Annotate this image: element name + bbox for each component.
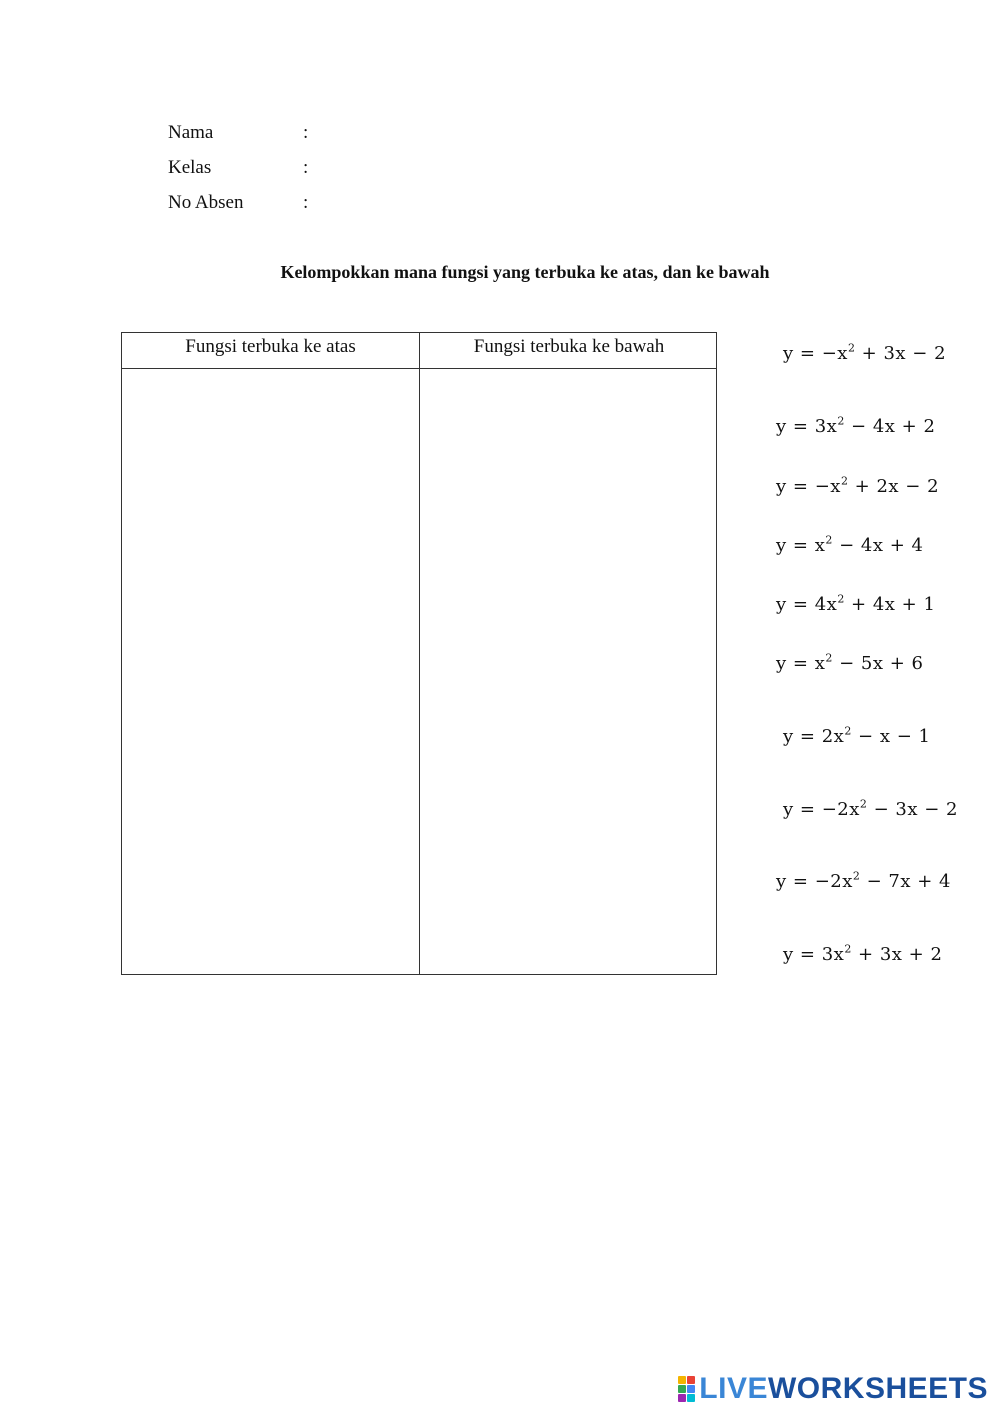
equation-card[interactable] <box>776 535 923 556</box>
equation-exponent: 2 <box>825 533 833 547</box>
equation-lead: y = 3x <box>776 416 838 437</box>
equation-exponent: 2 <box>837 592 845 606</box>
logo-square <box>687 1376 695 1384</box>
instruction-heading: Kelompokkan mana fungsi yang terbuka ke atas, dan ke bawah <box>280 262 770 282</box>
drop-zone-opens-down[interactable] <box>420 369 716 974</box>
logo-square <box>678 1385 686 1393</box>
equation-card[interactable] <box>776 594 935 615</box>
equation-card[interactable] <box>776 871 951 892</box>
equation-tail: − 3x − 2 <box>867 799 958 820</box>
equation-tail: − 7x + 4 <box>860 871 951 892</box>
equation-tail: + 4x + 1 <box>844 594 936 615</box>
equation-tail: − 5x + 6 <box>832 653 924 674</box>
name-label: Nama <box>168 122 214 143</box>
equation-tail: − 4x + 4 <box>832 535 924 556</box>
logo-text-worksheets: WORKSHEETS <box>767 1372 988 1405</box>
equation-exponent: 2 <box>840 474 849 488</box>
equation-exponent: 2 <box>825 651 833 665</box>
equation-exponent: 2 <box>837 414 845 428</box>
equation-card[interactable] <box>783 726 930 747</box>
sorting-table <box>121 332 717 975</box>
equation-card[interactable] <box>776 476 939 497</box>
equation-lead: y = 4x <box>776 594 838 615</box>
equation-tail: + 2x − 2 <box>848 476 940 497</box>
equation-card[interactable] <box>783 799 958 820</box>
equation-lead: y = x <box>776 653 826 674</box>
class-row <box>168 157 308 179</box>
equation-card[interactable] <box>783 343 946 364</box>
equation-lead: y = −x <box>776 476 841 497</box>
logo-square <box>687 1394 695 1402</box>
equation-exponent: 2 <box>844 724 852 738</box>
equation-exponent: 2 <box>847 341 856 355</box>
equation-lead: y = x <box>776 535 826 556</box>
equation-card[interactable] <box>776 653 923 674</box>
equation-lead: y = 2x <box>783 726 845 747</box>
equation-exponent: 2 <box>859 797 868 811</box>
equation-tail: + 3x + 2 <box>851 944 943 965</box>
class-label: Kelas <box>168 157 212 178</box>
name-separator: : <box>303 122 309 143</box>
equation-exponent: 2 <box>852 869 861 883</box>
equation-tail: − 4x + 2 <box>844 416 936 437</box>
equation-card[interactable] <box>776 416 935 437</box>
equation-lead: y = −2x <box>776 871 853 892</box>
number-separator: : <box>303 192 309 213</box>
equation-tail: − x − 1 <box>851 726 931 747</box>
equation-lead: y = −2x <box>783 799 860 820</box>
equation-exponent: 2 <box>844 942 852 956</box>
column-header-up: Fungsi terbuka ke atas <box>185 336 356 357</box>
liveworksheets-logo <box>678 1372 988 1406</box>
equation-tail: + 3x − 2 <box>855 343 947 364</box>
logo-square <box>678 1376 686 1384</box>
column-header-down: Fungsi terbuka ke bawah <box>473 336 665 357</box>
drop-zone-opens-up[interactable] <box>122 369 419 974</box>
logo-text-live: LIVE <box>699 1372 768 1405</box>
number-row <box>168 192 308 214</box>
class-separator: : <box>303 157 309 178</box>
equation-lead: y = −x <box>783 343 848 364</box>
equation-card[interactable] <box>783 944 942 965</box>
equation-lead: y = 3x <box>783 944 845 965</box>
logo-mark-icon <box>678 1376 695 1402</box>
name-row <box>168 122 308 144</box>
logo-square <box>678 1394 686 1402</box>
number-label: No Absen <box>168 192 244 213</box>
logo-square <box>687 1385 695 1393</box>
